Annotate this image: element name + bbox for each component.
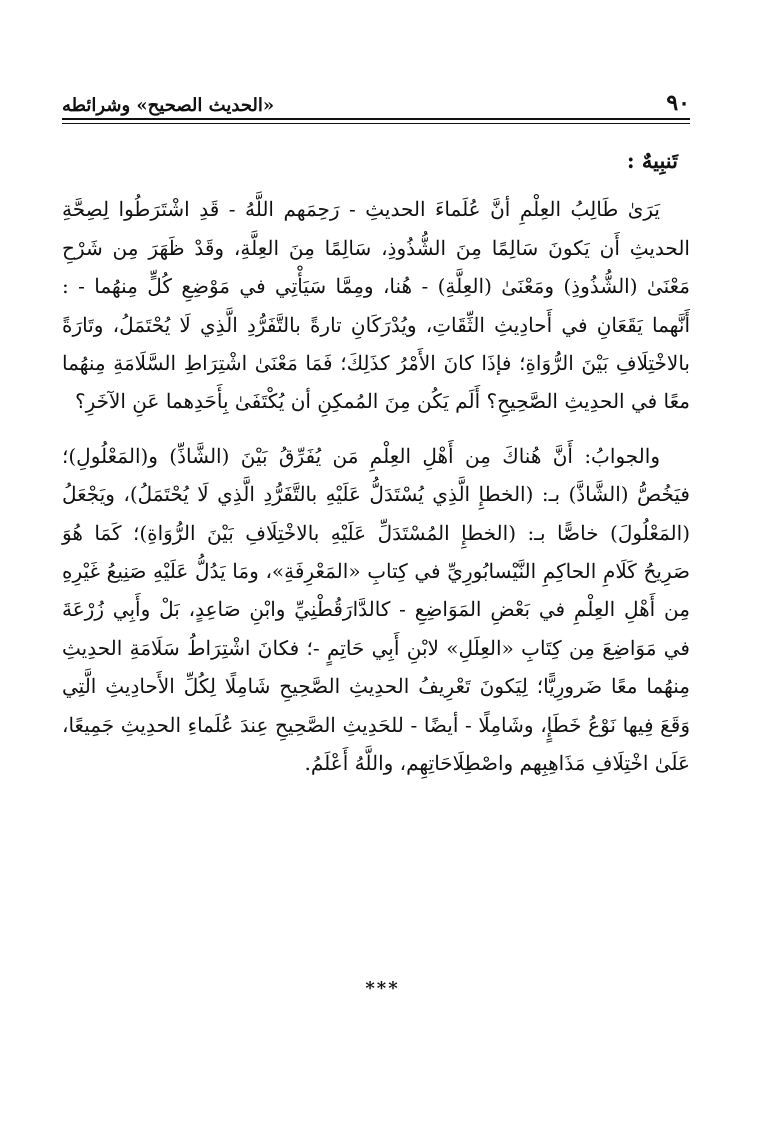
running-title: «الحديث الصحيح» وشرائطه	[62, 95, 275, 116]
section-end-ornament: ***	[365, 978, 400, 999]
page-number: ٩٠	[666, 90, 690, 116]
header-divider	[62, 118, 690, 124]
paragraph-answer: والجوابُ: أَنَّ هُناكَ مِن أَهْلِ العِلْمِ مَن يُفَرِّقُ بَيْنَ (الشَّاذِّ) و(المَعْلُولِ)؛ فيَخُصُّ (الشَّاذَّ) بـ: (الخطإِ الَّذِي يُسْتَدَلُّ عَلَيْهِ بالتَّفَرُّدِ الَّذِي لَا يُحْتَمَلُ)، ويَجْعَلُ (المَعْلُولَ) خاصًّا بـ: (الخطإِ المُسْتَدَلِّ عَلَيْهِ بالاخْتِلَافِ بَيْنَ الرُّوَاةِ)؛ كَمَا هُوَ صَرِيحُ كَلَامِ الحاكِمِ النَّيْسابُورِيِّ في كِتابِ «المَعْرِفَةِ»، ومَا يَدُلُّ عَلَيْهِ صَنِيعُ غَيْرِهِ مِن أَهْلِ العِلْمِ في بَعْضِ المَوَاضِعِ - كالدَّارَقُطْنِيِّ وابْنِ صَاعِدٍ، بَلْ وأَبِي زُرْعَةَ في مَوَاضِعَ مِن كِتَابِ «العِلَلِ» لابْنِ أَبِي حَاتِمٍ -؛ فكانَ اشْتِرَاطُ سَلَامَةِ الحدِيثِ مِنهُما معًا ضَرورِيًّا؛ لِيَكونَ تَعْرِيفُ الحدِيثِ الصَّحِيحِ شَامِلًا لِكُلِّ الأَحادِيثِ الَّتِي وَقَعَ فِيها نَوْعُ خَطَإٍ، وشَامِلًا - أيضًا - للحَدِيثِ الصَّحِيحِ عِندَ عُلَماءِ الحدِيثِ جَمِيعًا، عَلَىٰ اخْتِلَافِ مَذَاهِبِهم واصْطِلَاحَاتِهِم، واللَّهُ أَعْلَمُ.	[62, 443, 690, 776]
page-body	[62, 142, 690, 783]
paragraph-question: يَرَىٰ طَالِبُ العِلْمِ أنَّ عُلَماءَ الحديثِ - رَحِمَهم اللَّهُ - قَدِ اشْتَرَطُوا لِصِحَّةِ الحديثِ أَن يَكونَ سَالِمًا مِنَ الشُّذُوذِ، سَالِمًا مِنَ العِلَّةِ، وقَدْ ظَهَرَ مِن شَرْحِ مَعْنَىٰ (الشُّذُوذِ) ومَعْنَىٰ (العِلَّةِ) - هُنا، ومِمَّا سَيَأْتِي في مَوْضِعِ كُلٍّ مِنهُما - : أَنَّهما يَقَعَانِ في أَحادِيثِ الثِّقَاتِ، ويُدْرَكَانِ تارةً بالتَّفَرُّدِ الَّذِي لَا يُحْتَمَلُ، وتَارَةً بالاخْتِلَافِ بَيْنَ الرُّوَاةِ؛ فإذَا كانَ الأَمْرُ كذَلِكَ؛ فَمَا مَعْنَىٰ اشْتِرَاطِ السَّلَامَةِ مِنهُما معًا في الحدِيثِ الصَّحِيحِ؟ أَلَم يَكُن مِنَ المُمكِنِ أن يُكْتَفَىٰ بِأَحَدِهما عَنِ الآخَرِ؟	[62, 197, 690, 414]
note-heading: تَنبِيهٌ :	[626, 148, 678, 173]
page-header	[62, 82, 690, 116]
